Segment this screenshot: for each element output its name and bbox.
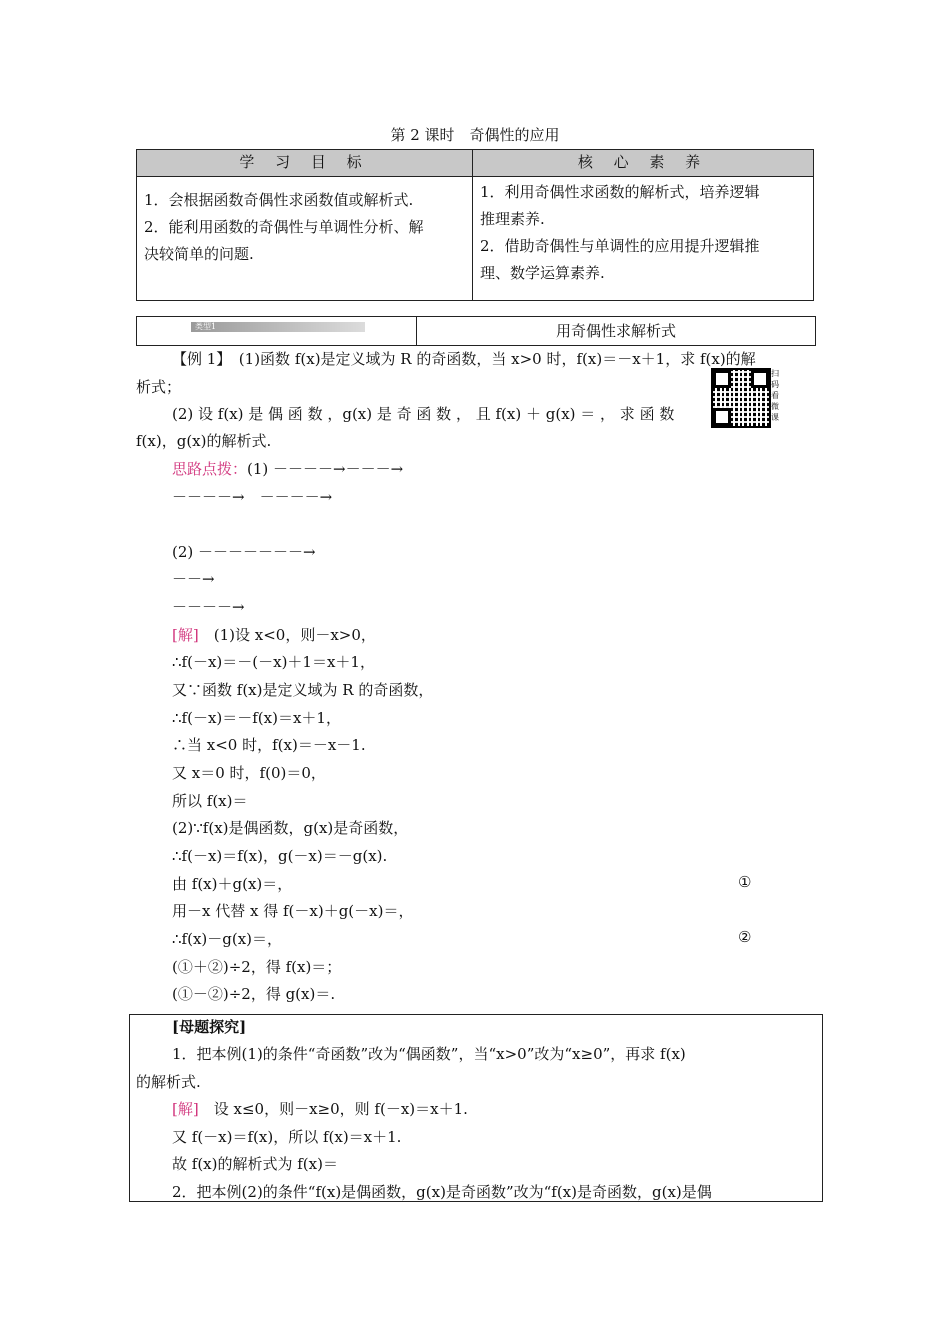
goal-left-3: 决较简单的问题.	[144, 245, 254, 263]
solution-line-1: ∴f(－x)＝－(－x)＋1＝x＋1，	[172, 653, 375, 671]
goals-header-left: 学 习 目 标	[137, 150, 473, 177]
solution-line-13: (①－②)÷2，得 g(x)＝.	[172, 985, 336, 1003]
hint-line-4: －－→	[172, 570, 215, 588]
solution-label: [解]	[172, 626, 199, 644]
hint-line-5: －－－－→	[172, 598, 245, 616]
mother-solution-label: [解]	[172, 1100, 199, 1118]
mother-solution-line-3: 故 f(x)的解析式为 f(x)＝	[172, 1155, 338, 1173]
example-line-1: 【例 1】 (1)函数 f(x)是定义域为 R 的奇函数，当 x>0 时，f(x)＝－x＋1，求 f(x)的解	[172, 350, 756, 368]
mother-q2-line-1: 2．把本例(2)的条件“f(x)是偶函数，g(x)是奇函数”改为“f(x)是奇函数，g(x)是偶	[172, 1183, 712, 1201]
solution-line-7: (2)∵f(x)是偶函数，g(x)是奇函数，	[172, 819, 409, 837]
solution-line-11: ∴f(x)－g(x)＝，	[172, 930, 283, 948]
hint-line-3: (2) －－－－－－－→	[172, 543, 316, 561]
mother-question-label: [ 母题探究 ]	[172, 1016, 246, 1037]
goal-right-2: 推理素养.	[480, 210, 545, 228]
solution-line-9: 由 f(x)＋g(x)＝，	[172, 875, 293, 893]
solution-line-4: ∴当 x<0 时，f(x)＝－x－1.	[172, 736, 366, 754]
goal-right-3: 2．借助奇偶性与单调性的应用提升逻辑推	[480, 237, 760, 255]
type-badge-cell	[137, 317, 417, 345]
hint-label: 思路点拨：	[172, 460, 248, 478]
mother-q1-line-1: 1．把本例(1)的条件“奇函数”改为“偶函数”，当“x>0”改为“x≥0”，再求 f(x)	[172, 1045, 686, 1063]
solution-line-6: 所以 f(x)＝	[172, 792, 248, 810]
goals-right-cell	[473, 177, 814, 301]
solution-line-12: (①＋②)÷2，得 f(x)＝；	[172, 958, 342, 976]
hint-line-1	[172, 458, 403, 479]
goal-right-1: 1．利用奇偶性求函数的解析式，培养逻辑	[480, 183, 760, 201]
solution-line-8: ∴f(－x)＝f(x)，g(－x)＝－g(x).	[172, 847, 388, 865]
equation-mark-2: ②	[738, 928, 752, 946]
qr-code-icon[interactable]	[711, 368, 771, 428]
solution-line-0: [解] (1)设 x<0，则－x>0，	[172, 626, 376, 644]
mother-solution-line-1: [解] 设 x≤0，则－x≥0，则 f(－x)＝x＋1.	[172, 1100, 468, 1118]
example-line-2: 析式；	[136, 378, 182, 396]
mother-q1-line-2: 的解析式.	[136, 1073, 201, 1091]
solution-line-2: 又∵函数 f(x)是定义域为 R 的奇函数，	[172, 681, 434, 699]
goal-left-1: 1．会根据函数奇偶性求函数值或解析式.	[144, 191, 414, 209]
example-line-4: f(x)，g(x)的解析式.	[136, 432, 272, 450]
solution-line-3: ∴f(－x)＝－f(x)＝x＋1，	[172, 709, 341, 727]
equation-mark-1: ①	[738, 873, 752, 891]
goal-right-4: 理、数学运算素养.	[480, 264, 605, 282]
solution-line-10: 用－x 代替 x 得 f(－x)＋g(－x)＝，	[172, 902, 414, 920]
example-line-3: (2) 设 f(x) 是 偶 函 数 ，g(x) 是 奇 函 数 ， 且 f(x) ＋ g(x) ＝ ， 求 函 数	[172, 405, 675, 423]
hint-line-2: －－－－→ －－－－→	[172, 488, 333, 506]
qr-label: 扫码看微课	[771, 369, 779, 422]
goals-left-cell	[137, 177, 473, 301]
type-heading: 用奇偶性求解析式	[555, 322, 676, 340]
goals-table	[136, 149, 814, 301]
hint-arrows-1: (1) －－－－→－－－→	[247, 460, 404, 478]
goals-header-right: 核 心 素 养	[473, 150, 814, 177]
goal-left-2: 2．能利用函数的奇偶性与单调性分析、解	[144, 218, 424, 236]
type-badge: 类型1	[191, 322, 365, 332]
page-title: 第 2 课时 奇偶性的应用	[390, 126, 560, 144]
mother-solution-line-2: 又 f(－x)＝f(x)，所以 f(x)＝x＋1.	[172, 1128, 402, 1146]
type-banner	[136, 316, 816, 346]
solution-line-5: 又 x＝0 时，f(0)＝0，	[172, 764, 326, 782]
